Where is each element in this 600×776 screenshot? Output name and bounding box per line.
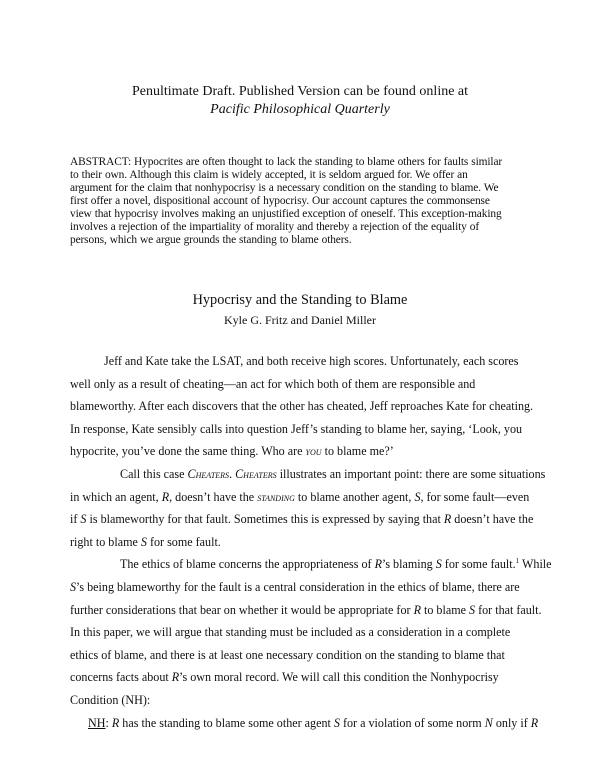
body-line: The ethics of blame concerns the appropriateness of R’s blaming S for some fault.$^1$ While	[120, 557, 552, 572]
body-line: Condition (NH):	[70, 692, 151, 707]
body-line: concerns facts about R’s own moral record. We will call this condition the Nonhypocrisy	[70, 670, 499, 685]
body-line: blameworthy. After each discovers that the other has cheated, Jeff reproaches Kate for cheating.	[70, 399, 534, 414]
body-line: ethics of blame, and there is at least one necessary condition on the standing to blame that	[70, 647, 505, 662]
body-line: S’s being blameworthy for the fault is a central consideration in the ethics of blame, there are	[70, 579, 520, 594]
abstract-line: ABSTRACT: Hypocrites are often thought to lack the standing to blame others for faults similar	[70, 156, 503, 168]
abstract-line: persons, which we argue grounds the standing to blame others.	[70, 234, 352, 246]
body-line: Jeff and Kate take the LSAT, and both receive high scores. Unfortunately, each scores	[104, 354, 519, 368]
body-line: right to blame S for some fault.	[70, 534, 221, 549]
body-line: hypocrite, you’ve done the same thing. Who are you to blame me?’	[70, 444, 394, 459]
body-line: Call this case Cheaters. Cheaters illustrates an important point: there are some situations	[120, 466, 546, 481]
abstract-line: to their own. Although this claim is widely accepted, it is seldom argued for. We offer an	[70, 169, 468, 181]
abstract-line: first offer a novel, dispositional account of hypocrisy. Our account captures the commonsense	[70, 195, 490, 207]
authors: Kyle G. Fritz and Daniel Miller	[224, 313, 376, 327]
body-line: if S is blameworthy for that fault. Sometimes this is expressed by saying that R doesn’t have the	[70, 512, 534, 527]
journal-name: Pacific Philosophical Quarterly	[210, 102, 390, 117]
abstract-line: argument for the claim that nonhypocrisy is a necessary condition on the standing to blame. We	[70, 182, 499, 194]
abstract-line: involves a rejection of the impartiality of morality and thereby a rejection of the equality of	[70, 221, 480, 233]
header	[0, 83, 600, 119]
body-line: in which an agent, R, doesn’t have the standing to blame another agent, S, for some fault—even	[70, 489, 530, 504]
body-line: In response, Kate sensibly calls into question Jeff’s standing to blame her, saying, ‘Look, you	[70, 421, 523, 436]
abstract	[70, 156, 532, 247]
paper-title: Hypocrisy and the Standing to Blame	[192, 292, 408, 308]
abstract-line: view that hypocrisy involves making an unjustified exception of oneself. This exception-making	[70, 208, 502, 220]
footnote-marker: 1	[515, 557, 520, 566]
draft-notice: Penultimate Draft. Published Version can be found online at	[131, 84, 469, 99]
nh-condition: NH: R has the standing to blame some other agent S for a violation of some norm N only if R	[88, 715, 539, 730]
body-text	[70, 350, 552, 734]
body-line: well only as a result of cheating—an act for which both of them are responsible and	[70, 376, 476, 391]
body-line: In this paper, we will argue that standing must be included as a consideration in a complete	[70, 625, 511, 640]
body-line: further considerations that bear on whether it would be appropriate for R to blame S for that fault.	[70, 602, 542, 617]
